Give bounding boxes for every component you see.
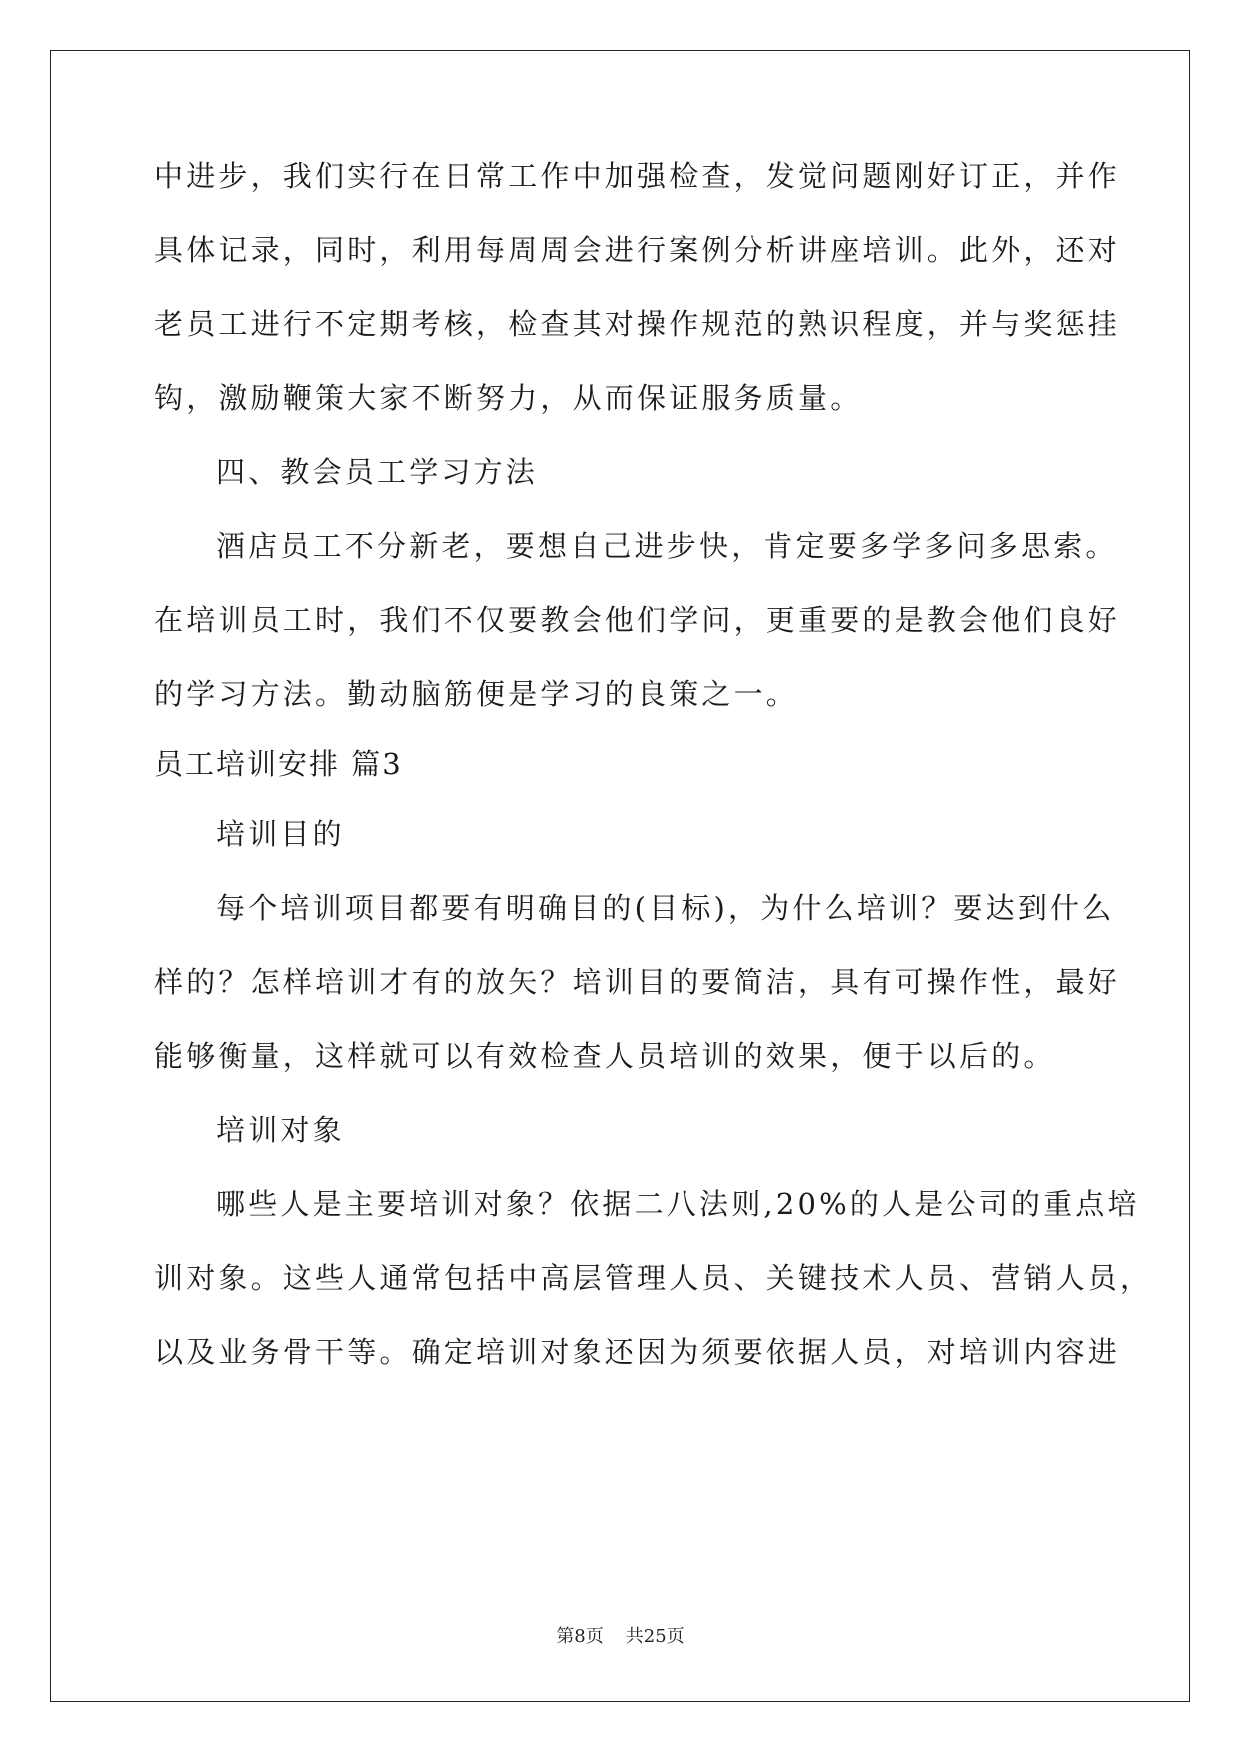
paragraph-line: 每个培训项目都要有明确目的(目标)，为什么培训？要达到什么 <box>216 891 1115 925</box>
page-border <box>50 50 1190 1702</box>
paragraph-line: 酒店员工不分新老，要想自己进步快，肯定要多学多问多思索。 <box>216 529 1118 563</box>
section-heading: 培训对象 <box>216 1113 345 1147</box>
paragraph-line: 训对象。这些人通常包括中高层管理人员、关键技术人员、营销人员， <box>154 1261 1153 1295</box>
page-footer <box>0 1622 1241 1648</box>
page-total: 共25页 <box>625 1626 685 1647</box>
section-heading: 四、教会员工学习方法 <box>216 455 539 489</box>
page-number: 第8页 <box>556 1626 604 1647</box>
paragraph-line: 能够衡量，这样就可以有效检查人员培训的效果，便于以后的。 <box>154 1039 1056 1073</box>
article-title: 员工培训安排 篇3 <box>154 747 403 781</box>
paragraph-line: 中进步，我们实行在日常工作中加强检查，发觉问题刚好订正，并作 <box>154 159 1121 193</box>
paragraph-line: 老员工进行不定期考核，检查其对操作规范的熟识程度，并与奖惩挂 <box>154 307 1121 341</box>
paragraph-line: 以及业务骨干等。确定培训对象还因为须要依据人员，对培训内容进 <box>154 1335 1121 1369</box>
paragraph-line: 钩，激励鞭策大家不断努力，从而保证服务质量。 <box>154 381 863 415</box>
paragraph-line: 的学习方法。勤动脑筋便是学习的良策之一。 <box>154 677 799 711</box>
paragraph-line: 在培训员工时，我们不仅要教会他们学问，更重要的是教会他们良好 <box>154 603 1121 637</box>
section-heading: 培训目的 <box>216 817 345 851</box>
paragraph-line: 具体记录，同时，利用每周周会进行案例分析讲座培训。此外，还对 <box>154 233 1121 267</box>
paragraph-line: 哪些人是主要培训对象？依据二八法则,20%的人是公司的重点培 <box>216 1187 1140 1221</box>
paragraph-line: 样的？怎样培训才有的放矢？培训目的要简洁，具有可操作性，最好 <box>154 965 1121 999</box>
